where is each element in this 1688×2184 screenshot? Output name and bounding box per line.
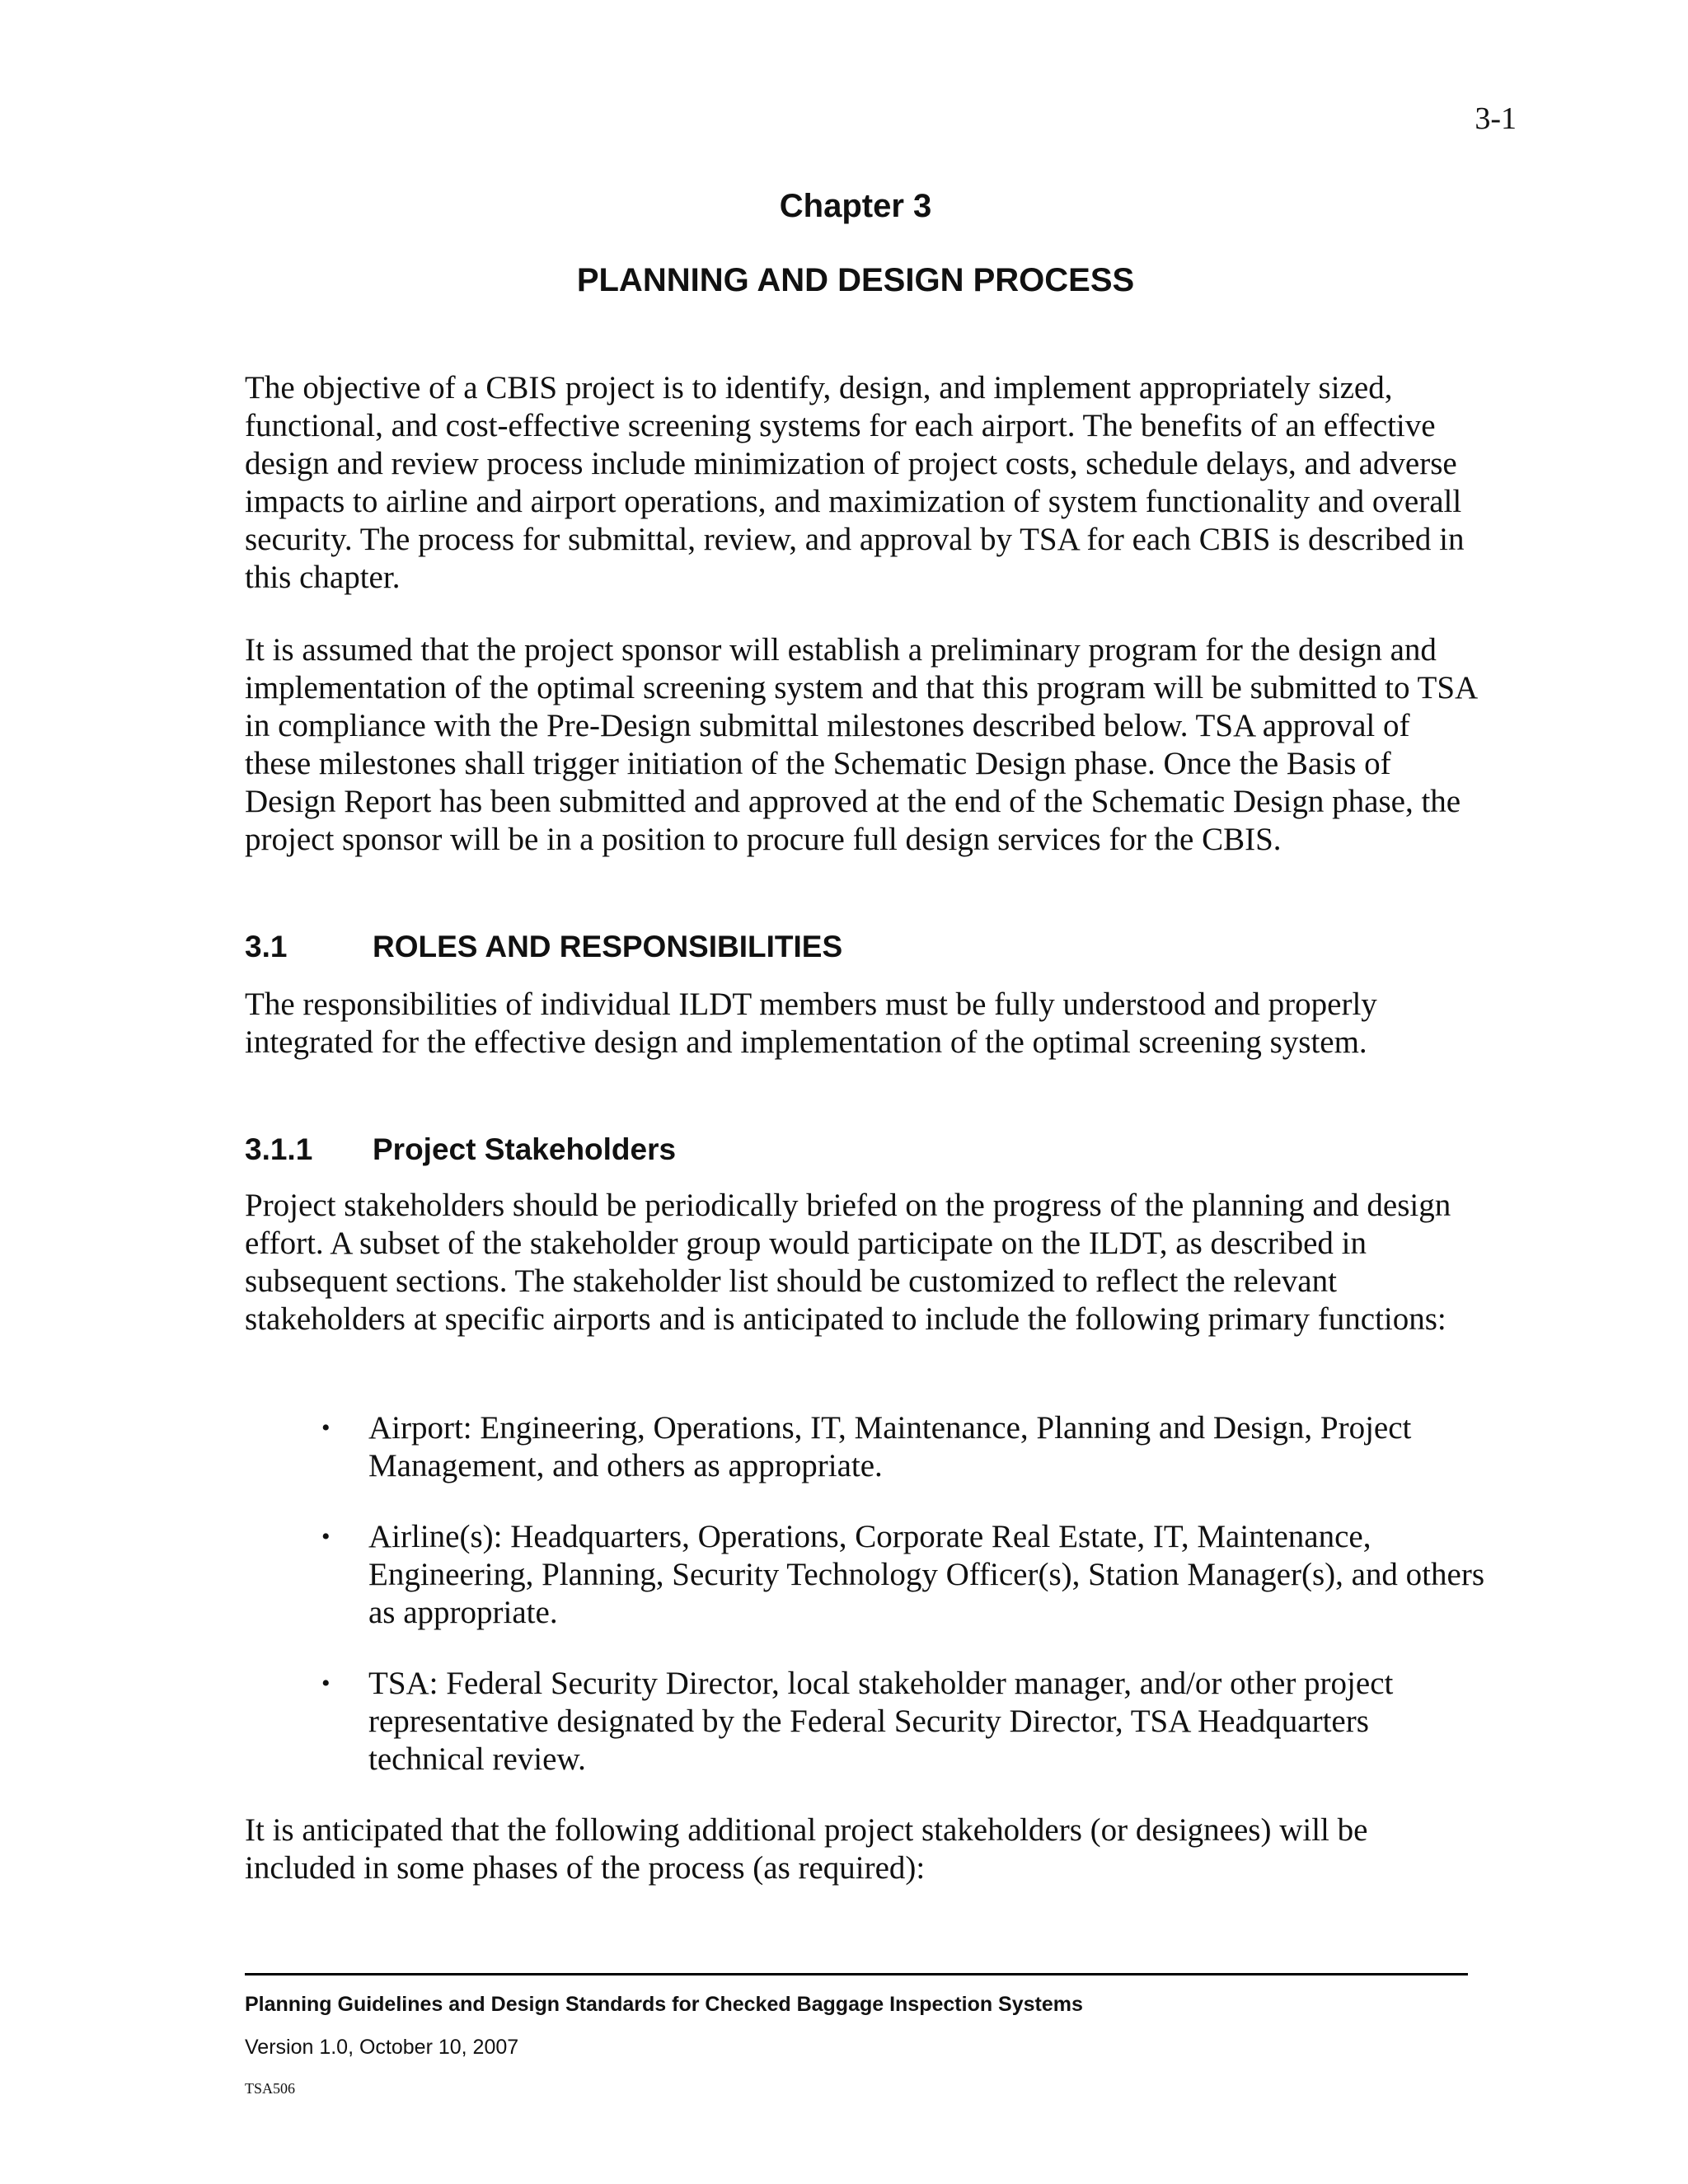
footer-divider (245, 1973, 1468, 1975)
closing-paragraph: It is anticipated that the following additional project stakeholders (or designees) will be included in some phases of the process (as required): (245, 1812, 1368, 1886)
stakeholder-list (245, 1409, 1489, 1811)
list-item-text: Airline(s): Headquarters, Operations, Corporate Real Estate, IT, Maintenance, Engineering, Planning, Security Technology Officer(s), Station Manager(s), and others as appropriate. (368, 1519, 1484, 1630)
chapter-title: PLANNING AND DESIGN PROCESS (576, 262, 1135, 298)
section-3-1-paragraph: The responsibilities of individual ILDT members must be fully understood and properly integrated for the effective design and implementation of the optimal screening system. (245, 987, 1377, 1060)
list-item (245, 1518, 1489, 1632)
section-3-1-1-heading (245, 1132, 676, 1167)
section-3-1-1-number: 3.1.1 (245, 1132, 313, 1166)
list-item (245, 1409, 1489, 1485)
footer-version: Version 1.0, October 10, 2007 (245, 2036, 519, 2059)
bullet-icon: • (321, 1670, 331, 1697)
bullet-icon: • (321, 1414, 331, 1441)
footer-title: Planning Guidelines and Design Standards for Checked Baggage Inspection Systems (245, 1993, 1083, 2016)
footer-document-code: TSA506 (245, 2080, 296, 2097)
section-3-1-title: ROLES AND RESPONSIBILITIES (373, 930, 843, 963)
section-3-1-number: 3.1 (245, 930, 288, 963)
section-3-1-1-paragraph: Project stakeholders should be periodically briefed on the progress of the planning and design effort. A subset of the stakeholder group would participate on the ILDT, as described in subsequent sections. The stakeholder list should be customized to reflect the relevant stakeholders at specific airports and is anticipated to include the following primary functions: (245, 1188, 1451, 1337)
list-item (245, 1665, 1489, 1779)
section-3-1-1-title: Project Stakeholders (373, 1132, 677, 1166)
intro-paragraph-1: The objective of a CBIS project is to identify, design, and implement appropriately sized, functional, and cost-effective screening systems for each airport. The benefits of an effective design and review process include minimization of project costs, schedule delays, and adverse impacts to airline and airport operations, and maximization of system functionality and overall security. The process for submittal, review, and approval by TSA for each CBIS is described in this chapter. (245, 370, 1465, 595)
page-number: 3-1 (1475, 101, 1517, 136)
bullet-icon: • (321, 1523, 331, 1550)
list-item-text: Airport: Engineering, Operations, IT, Maintenance, Planning and Design, Project Management, and others as appropriate. (368, 1410, 1412, 1483)
intro-paragraph-2: It is assumed that the project sponsor will establish a preliminary program for the design and implementation of the optimal screening system and that this program will be submitted to TSA in compliance with the Pre-Design submittal milestones described below. TSA approval of these milestones shall trigger initiation of the Schematic Design phase. Once the Basis of Design Report has been submitted and approved at the end of the Schematic Design phase, the project sponsor will be in a position to procure full design services for the CBIS. (245, 632, 1477, 857)
section-3-1-heading (245, 930, 842, 964)
chapter-label: Chapter 3 (779, 188, 932, 224)
list-item-text: TSA: Federal Security Director, local stakeholder manager, and/or other project representative designated by the Federal Security Director, TSA Headquarters technical review. (368, 1666, 1394, 1777)
